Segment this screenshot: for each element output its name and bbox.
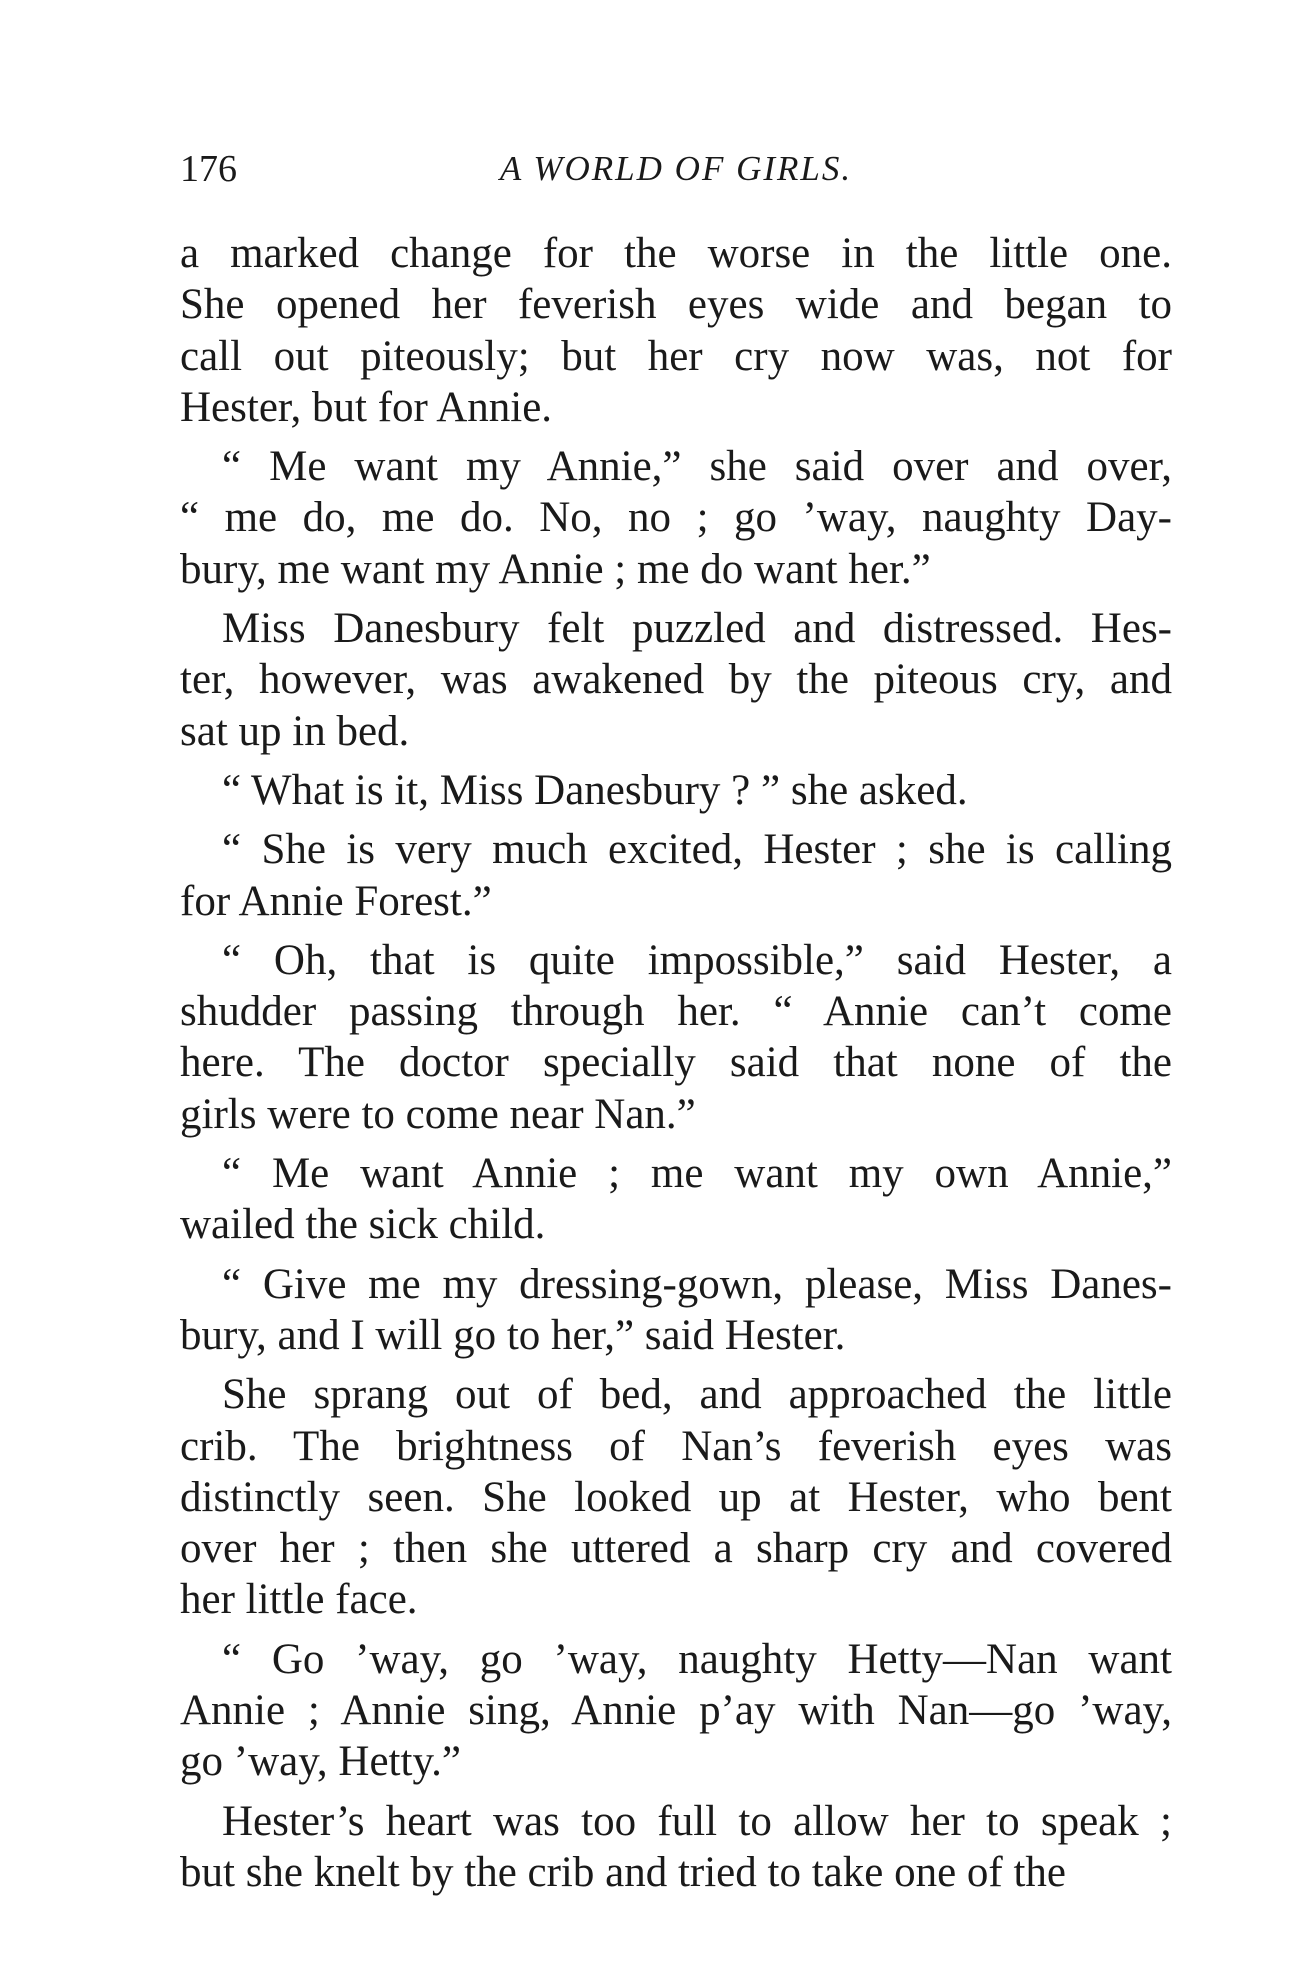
text-line: “ Me want Annie ; me want my own Annie,” xyxy=(222,1150,1172,1198)
text-line: Hester’s heart was too full to allow her to speak ; xyxy=(222,1797,1172,1845)
paragraph xyxy=(180,1369,1172,1625)
text-line: bury, me want my Annie ; me do want her.” xyxy=(180,545,931,593)
paragraph xyxy=(180,1259,1172,1362)
text-line: bury, and I will go to her,” said Hester. xyxy=(180,1311,846,1359)
text-line: ter, however, was awakened by the piteous cry, and xyxy=(180,656,1172,704)
text-line: She opened her feverish eyes wide and began to xyxy=(180,281,1172,329)
text-line: go ’way, Hetty.” xyxy=(180,1738,461,1786)
paragraph xyxy=(180,1148,1172,1251)
page-header xyxy=(180,144,1172,194)
paragraph xyxy=(180,1634,1172,1788)
text-line: for Annie Forest.” xyxy=(180,877,492,925)
text-line: “ Go ’way, go ’way, naughty Hetty—Nan want xyxy=(222,1635,1172,1683)
text-line: Hester, but for Annie. xyxy=(180,383,553,431)
text-line: sat up in bed. xyxy=(180,707,410,755)
body-text xyxy=(180,228,1172,1906)
text-line: shudder passing through her. “ Annie can’t come xyxy=(180,988,1172,1036)
text-line: “ me do, me do. No, no ; go ’way, naughty Day- xyxy=(180,494,1172,542)
text-line: She sprang out of bed, and approached the little xyxy=(222,1371,1172,1419)
paragraph xyxy=(180,1796,1172,1899)
text-line: “ What is it, Miss Danesbury ? ” she asked. xyxy=(222,766,968,814)
text-line: call out piteously; but her cry now was, not for xyxy=(180,332,1172,380)
text-line: “ Oh, that is quite impossible,” said Hester, a xyxy=(222,936,1172,984)
paragraph xyxy=(180,824,1172,927)
paragraph xyxy=(180,603,1172,757)
paragraph xyxy=(180,441,1172,595)
running-title: A WORLD OF GIRLS. xyxy=(499,149,853,188)
text-line: Annie ; Annie sing, Annie p’ay with Nan—go ’way, xyxy=(180,1687,1172,1735)
text-line: a marked change for the worse in the little one. xyxy=(180,230,1172,277)
text-line: “ Give me my dressing-gown, please, Miss Danes- xyxy=(222,1260,1172,1308)
text-line: girls were to come near Nan.” xyxy=(180,1090,696,1138)
text-line: her little face. xyxy=(180,1576,418,1624)
text-line: here. The doctor specially said that none of the xyxy=(180,1039,1172,1087)
text-line: crib. The brightness of Nan’s feverish eyes was xyxy=(180,1422,1172,1470)
paragraph xyxy=(180,228,1172,433)
text-line: but she knelt by the crib and tried to take one of the xyxy=(180,1848,1067,1896)
text-line: “ Me want my Annie,” she said over and over, xyxy=(222,443,1172,491)
page-number: 176 xyxy=(180,148,237,190)
paragraph xyxy=(180,935,1172,1140)
text-line: wailed the sick child. xyxy=(180,1201,546,1249)
text-line: over her ; then she uttered a sharp cry and covered xyxy=(180,1525,1172,1573)
text-line: “ She is very much excited, Hester ; she is calling xyxy=(222,826,1172,874)
text-line: Miss Danesbury felt puzzled and distressed. Hes- xyxy=(222,605,1172,653)
paragraph xyxy=(180,765,1172,816)
text-line: distinctly seen. She looked up at Hester, who bent xyxy=(180,1473,1172,1521)
